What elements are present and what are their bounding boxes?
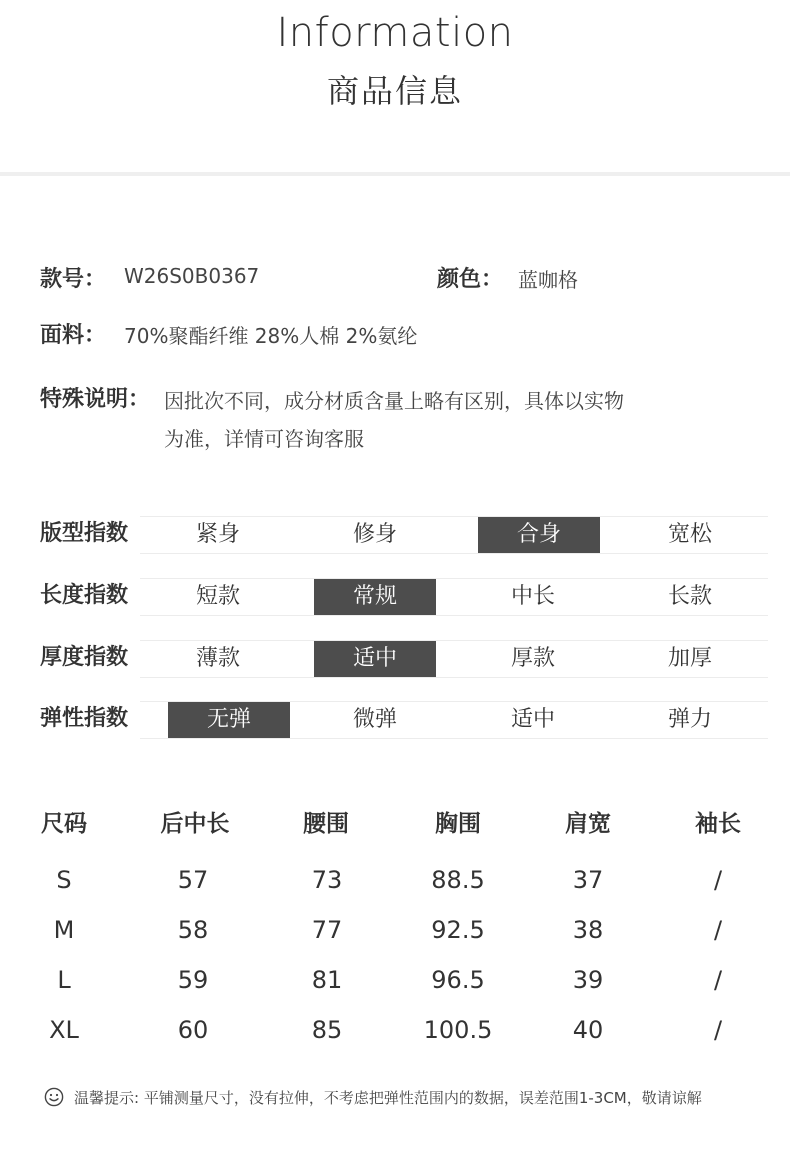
index-option: 中长 [510,584,555,609]
fabric-value: 70%聚酯纤维 28%人棉 2%氨纶 [124,324,418,348]
table-cell: 59 [177,966,209,994]
index-row-length [0,578,790,614]
header-cell: 后中长 [160,811,230,837]
index-option: 适中 [510,707,555,732]
color-value: 蓝咖格 [518,268,578,292]
index-option: 修身 [352,522,397,547]
index-option: 厚款 [510,646,555,671]
table-cell: M [53,916,75,944]
header-cell: 腰围 [303,811,349,837]
index-strip [140,516,768,554]
table-cell: / [713,1016,723,1044]
table-cell: 38 [572,916,604,944]
note-label: 特殊说明： [40,387,151,412]
tip-note [44,1086,764,1112]
table-cell: 88.5 [431,866,485,894]
header-cell: 肩宽 [565,811,611,837]
index-option: 合身 [478,517,600,553]
table-cell: 92.5 [431,916,485,944]
color-label: 颜色： [437,267,504,292]
header-cell: 袖长 [695,811,741,837]
index-row-fit [0,516,790,552]
index-row-elasticity [0,701,790,737]
fabric-label: 面料： [40,323,107,348]
index-label: 厚度指数 [40,645,129,670]
note-text [164,382,664,458]
index-strip [140,640,768,678]
index-option: 长款 [667,584,712,609]
tip-text: 温馨提示: 平铺测量尺寸，没有拉伸，不考虑把弹性范围内的数据，误差范围1-3CM，敬请谅解 [74,1089,702,1107]
table-cell: S [56,866,72,894]
index-strip [140,701,768,739]
table-cell: 96.5 [431,966,485,994]
table-cell: 73 [311,866,343,894]
index-option: 宽松 [667,522,712,547]
table-cell: 58 [177,916,209,944]
table-cell: 100.5 [423,1016,493,1044]
index-option: 无弹 [168,702,290,738]
table-cell: 40 [572,1016,604,1044]
header-cell: 胸围 [435,811,481,837]
index-option: 适中 [314,641,436,677]
header-title-en: Information [276,10,514,56]
header-divider [0,172,790,176]
smiley-icon [44,1087,64,1107]
index-option: 紧身 [195,522,240,547]
index-option: 短款 [195,584,240,609]
table-cell: XL [49,1016,79,1044]
index-option: 常规 [314,579,436,615]
index-label: 弹性指数 [40,706,129,731]
style-no-value: W26S0B0367 [124,264,260,288]
index-label: 版型指数 [40,521,129,546]
table-cell: 57 [177,866,209,894]
style-no-label: 款号： [40,267,107,292]
index-option: 微弹 [352,707,397,732]
table-cell: 39 [572,966,604,994]
header-cell: 尺码 [41,811,87,837]
header-title-cn: 商品信息 [326,72,463,110]
index-option: 弹力 [667,707,712,732]
table-cell: / [713,866,723,894]
table-cell: 81 [311,966,343,994]
table-cell: / [713,916,723,944]
table-cell: / [713,966,723,994]
index-strip [140,578,768,616]
index-option: 薄款 [195,646,240,671]
table-cell: 37 [572,866,604,894]
note-line-1: 因批次不同，成分材质含量上略有区别，具体以实物 [164,389,624,413]
table-cell: 77 [311,916,343,944]
table-cell: 60 [177,1016,209,1044]
note-line-2: 为准，详情可咨询客服 [164,427,364,451]
index-option: 加厚 [667,646,712,671]
table-cell: L [57,966,71,994]
table-cell: 85 [311,1016,343,1044]
index-row-thickness [0,640,790,676]
index-label: 长度指数 [40,583,129,608]
